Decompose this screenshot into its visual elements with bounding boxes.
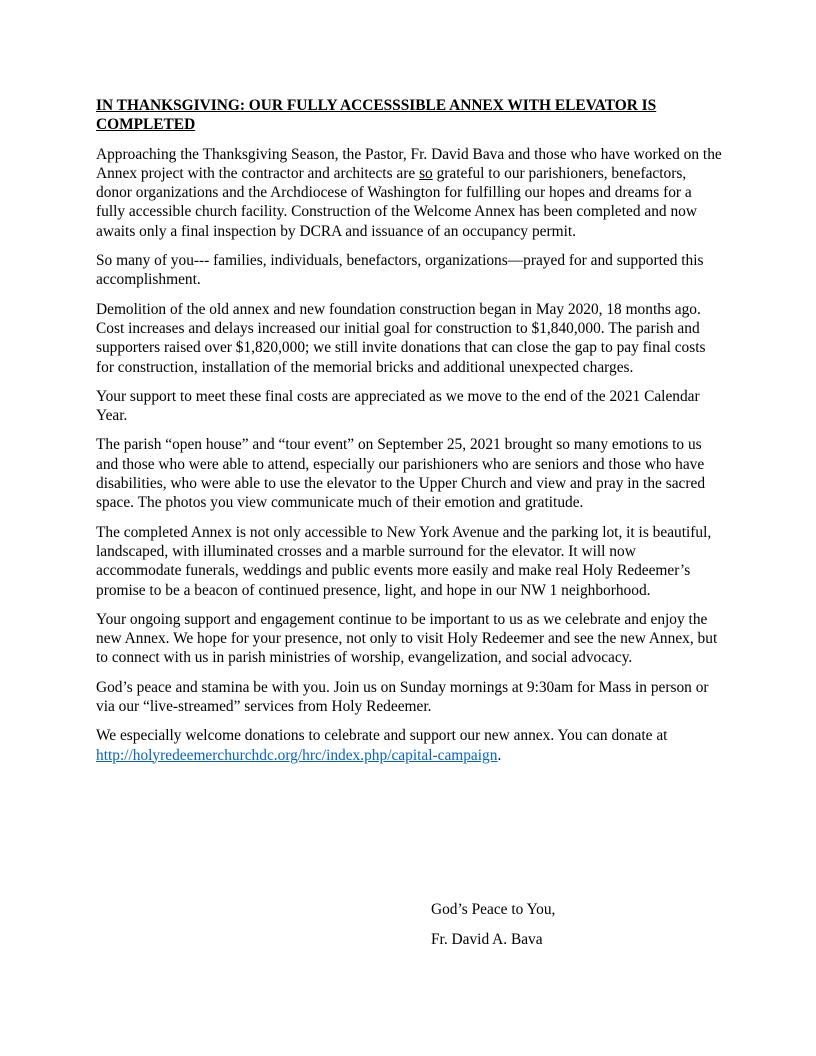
paragraph-donations — [96, 726, 722, 765]
paragraph-support: So many of you--- families, individuals, benefactors, organizations—prayed for and supported this accomplishment. — [96, 252, 704, 289]
signer-name: Fr. David A. Bava — [431, 931, 543, 949]
emphasis-so: so — [419, 164, 433, 182]
paragraph-final-costs: Your support to meet these final costs are appreciated as we move to the end of the 2021 Calendar Year. — [96, 387, 700, 425]
paragraph-intro-text-2: grateful to our parishioners, benefactors, donor organizations and the Archdiocese of Washington for fulfilling our hopes and dreams for a fully accessible church facility. Construction of the Welcome Annex has been completed and now awaits only a final inspection by DCRA and issuance of an occupancy permit. — [96, 164, 697, 240]
paragraph-intro-text-1: Approaching the Thanksgiving Season, the Pastor, Fr. David Bava and those who have worked on the Annex project with the contractor and architects are — [96, 145, 722, 182]
paragraph-intro — [96, 145, 722, 241]
donation-text: We especially welcome donations to celebrate and support our new annex. You can donate at — [96, 727, 668, 745]
paragraph-mass-times: God’s peace and stamina be with you. Join us on Sunday mornings at 9:30am for Mass in person or via our “live-streamed” services from Holy Redeemer. — [96, 678, 709, 716]
paragraph-completed-annex: The completed Annex is not only accessible to New York Avenue and the parking lot, it is beautiful, landscaped, with illuminated crosses and a marble surround for the elevator. It will now accommodate funerals, weddings and public events more easily and make real Holy Redeemer’s promise to be a beacon of continued presence, light, and hope in our NW 1 neighborhood. — [96, 523, 712, 599]
page-title: IN THANKSGIVING: OUR FULLY ACCESSSIBLE ANNEX WITH ELEVATOR IS COMPLETED — [96, 97, 657, 134]
signature-block — [431, 900, 731, 961]
paragraph-open-house: The parish “open house” and “tour event” on September 25, 2021 brought so many emotions to us and those who were able to attend, especially our parishioners who are seniors and those who have disabilities, who were able to use the elevator to the Upper Church and view and pray in the sacred space. The photos you view communicate much of their emotion and gratitude. — [96, 436, 706, 512]
letter-body — [96, 96, 722, 775]
closing-line: God’s Peace to You, — [431, 901, 556, 918]
paragraph-construction: Demolition of the old annex and new foundation construction began in May 2020, 18 months ago. Cost increases and delays increased our initial goal for construction to $1,840,000. The parish and supporters raised over $1,820,000; we still invite donations that can close the gap to pay final costs for construction, installation of the memorial bricks and additional unexpected charges. — [96, 300, 706, 376]
paragraph-engagement: Your ongoing support and engagement continue to be important to us as we celebrate and enjoy the new Annex. We hope for your presence, not only to visit Holy Redeemer and see the new Annex, but to connect with us in parish ministries of worship, evangelization, and social advocacy. — [96, 610, 718, 667]
donation-link[interactable]: http://holyredeemerchurchdc.org/hrc/index.php/capital-campaign — [96, 746, 498, 764]
donation-period: . — [497, 746, 502, 764]
